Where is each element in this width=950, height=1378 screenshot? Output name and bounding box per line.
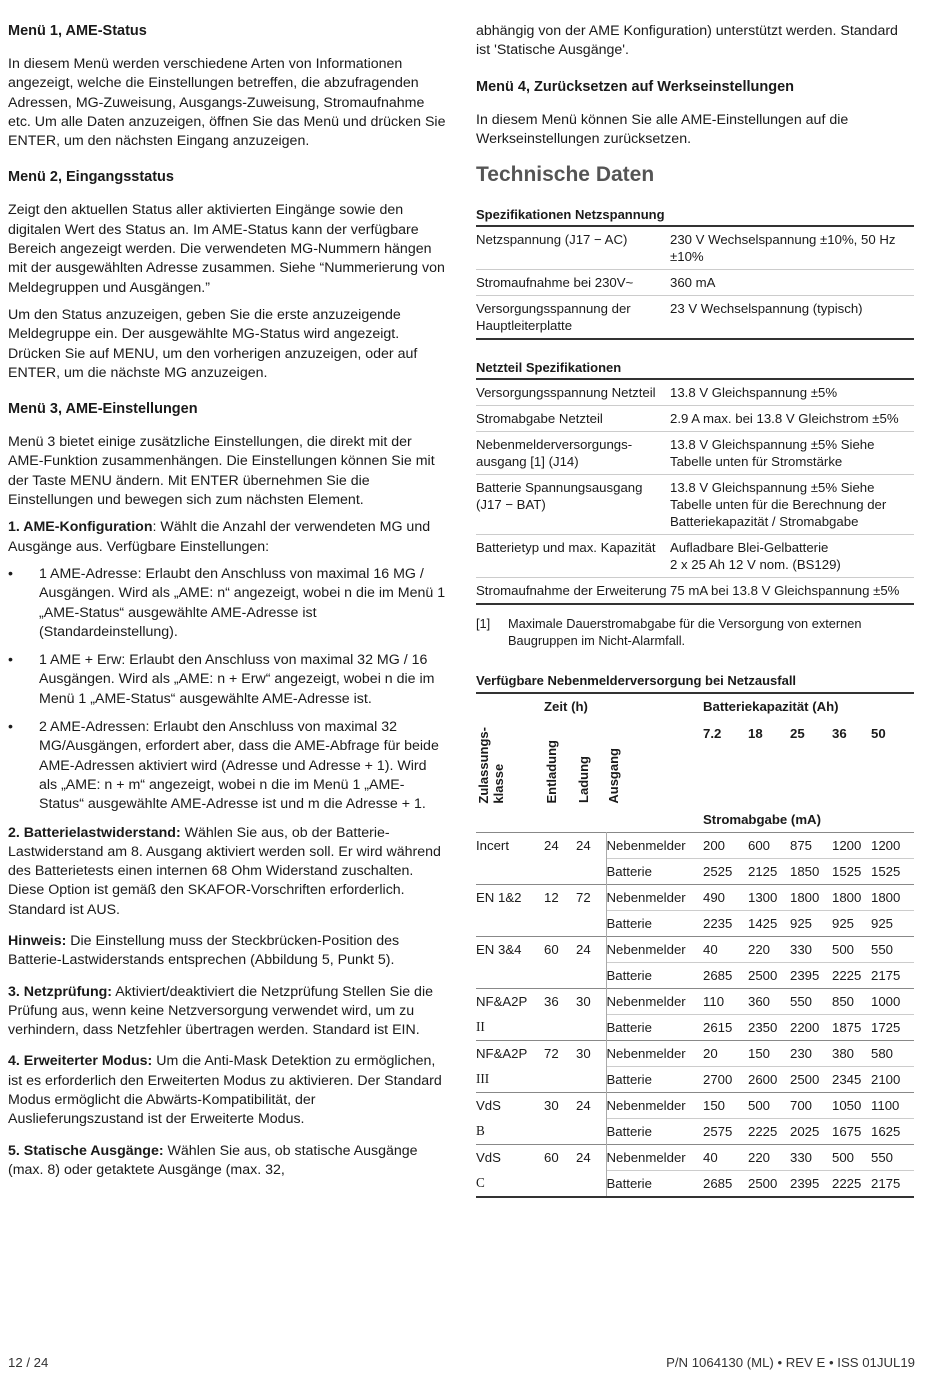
current-cell: 2500	[748, 1171, 790, 1198]
current-cell: 550	[871, 942, 894, 958]
current-cell: 490	[703, 890, 726, 906]
discharge-header: Entladung	[544, 739, 559, 804]
spec-psu-key: Batterie Spannungsausgang (J17 − BAT)	[476, 475, 670, 535]
class-cell: EN 3&4	[476, 942, 522, 958]
capacity-value: 18	[748, 726, 763, 742]
menu3-item4-label: 4. Erweiterter Modus:	[8, 1053, 153, 1070]
bullet-icon: •	[8, 565, 13, 582]
current-cell: 40	[703, 942, 718, 958]
current-cell: 2345	[832, 1067, 871, 1093]
class-header: Zulassungs- klasse	[476, 726, 506, 804]
menu2-para-2: Um den Status anzuzeigen, geben Sie die erste anzuzeigende Meldegruppe ein. Der ausgewählte MG-Status wird angezeigt. Drücken Sie auf MENU, um den vorherigen anzuzeigen, oder auf ENTER, um die nächste MG anzuzeigen.	[8, 306, 418, 381]
capacity-value: 25	[790, 726, 805, 742]
current-cell: 330	[790, 1150, 813, 1166]
table-row	[476, 1119, 914, 1145]
spec-psu-key: Versorgungsspannung Netzteil	[476, 379, 670, 406]
menu1-heading: Menü 1, AME-Status	[8, 23, 147, 39]
menu3-intro: Menü 3 bietet einige zusätzliche Einstellungen, die direkt mit der AME-Funktion zusammenhängen. Die Einstellungen können Sie mit der Taste MENU ändern. Mit ENTER übernehmen Sie die Einstellungen und bewegen sich zum nächsten Element.	[8, 434, 435, 509]
menu3-section	[8, 400, 448, 1180]
table-row	[476, 911, 914, 937]
class-cell: NF&A2P	[476, 994, 528, 1010]
charge-cell: 30	[576, 994, 591, 1010]
menu3-item5-continued: abhängig von der AME Konfiguration) unterstützt werden. Standard ist 'Statische Ausgänge'.	[476, 23, 898, 59]
current-cell: 2600	[748, 1067, 790, 1093]
current-cell: 2100	[871, 1067, 914, 1093]
menu3-item3-text: Aktiviert/deaktiviert die Netzprüfung Stellen Sie die Prüfung aus, wenn keine Netzversorgung verwendet wird, um zu verhindern, dass Netzfehler übertragen werden. Standard ist EIN.	[8, 983, 433, 1039]
capacity-header	[703, 693, 914, 719]
charge-cell: 24	[576, 1150, 591, 1166]
current-cell: 220	[748, 1150, 771, 1166]
menu4-heading: Menü 4, Zurücksetzen auf Werkseinstellungen	[476, 78, 795, 95]
menu1-section	[8, 22, 448, 151]
current-cell: 1800	[832, 890, 862, 906]
menu2-para-1: Zeigt den aktuellen Status aller aktivierten Eingänge sowie den digitalen Wert des Status an. Im AME-Status kann der verfügbare Bereich angezeigt werden. Die verwendeten MG-Nummern hängen mit der ausgewählten Adresse zusammen. Siehe “Nummerierung von Meldegruppen und Ausgängen.”	[8, 202, 445, 296]
current-cell: 550	[871, 1150, 894, 1166]
current-cell: 150	[748, 1046, 771, 1062]
current-cell: 1875	[832, 1015, 871, 1041]
discharge-cell: 60	[544, 942, 559, 958]
current-cell: 2235	[703, 911, 748, 937]
current-cell: 2395	[790, 1171, 832, 1198]
menu2-section	[8, 168, 448, 383]
current-cell: 2500	[790, 1067, 832, 1093]
current-cell: 2525	[703, 859, 748, 885]
current-cell: 1675	[832, 1119, 871, 1145]
current-cell: 925	[790, 911, 832, 937]
table-row	[476, 1067, 914, 1093]
table-row	[476, 859, 914, 885]
class-cell: Incert	[476, 838, 509, 854]
discharge-cell: 36	[544, 994, 559, 1010]
tech-data-heading: Technische Daten	[476, 163, 655, 187]
current-cell: 875	[790, 838, 813, 854]
table-row	[476, 578, 914, 605]
table-row	[476, 296, 914, 340]
menu3-item2-text: Wählen Sie aus, ob der Batterie-Lastwiderstand am 8. Ausgang aktiviert werden soll. Er wird während des Batterietests einen internen 68 Ohm Widerstand zuschalten. Diese Option ist gemäß den SKAFOR-Vorschriften erforderlich. Standard ist AUS.	[8, 824, 441, 918]
current-cell: 1800	[871, 890, 901, 906]
spec-psu-value: 13.8 V Gleichspannung ±5%	[670, 379, 914, 406]
current-cell: 110	[703, 994, 725, 1010]
charge-cell: 24	[576, 942, 591, 958]
current-cell: 2175	[871, 963, 914, 989]
menu3-item5-label: 5. Statische Ausgänge:	[8, 1142, 164, 1159]
output-cell: Nebenmelder	[606, 1093, 703, 1119]
class-cell	[476, 911, 544, 937]
output-cell: Nebenmelder	[606, 1041, 703, 1067]
output-cell: Batterie	[606, 911, 703, 937]
spec-psu-key: Stromabgabe Netzteil	[476, 406, 670, 432]
current-cell: 1725	[871, 1015, 914, 1041]
current-cell: 1525	[871, 859, 914, 885]
current-cell: 330	[790, 942, 813, 958]
table-row	[476, 226, 914, 270]
table-row	[476, 535, 914, 578]
output-header: Ausgang	[606, 747, 621, 804]
current-cell: 2395	[790, 963, 832, 989]
current-cell: 2200	[790, 1015, 832, 1041]
spec-net-title: Spezifikationen Netzspannung	[476, 207, 665, 223]
charge-cell: 30	[576, 1046, 591, 1062]
spec-psu-value: 13.8 V Gleichspannung ±5% Siehe Tabelle unten für Stromstärke	[670, 432, 914, 475]
discharge-cell: 12	[544, 890, 559, 906]
charge-cell: 72	[576, 890, 591, 906]
avail-table	[476, 692, 914, 1198]
current-cell: 925	[871, 911, 914, 937]
current-cell: 2700	[703, 1067, 748, 1093]
list-item	[8, 718, 448, 814]
list-item-text: 1 AME + Erw: Erlaubt den Anschluss von maximal 32 MG / 16 Ausgängen. Wird als „AME: n + Erw“ angezeigt, wobei n die im Menü 1 „AME-Status“ ausgewählte AME-Adresse ist.	[39, 652, 435, 707]
capacity-value: 36	[832, 726, 847, 742]
menu1-body: In diesem Menü werden verschiedene Arten von Informationen angezeigt, welche die Einstellungen betreffen, die abzufragenden Adressen, MG-Zuweisung, Ausgangs-Zuweisung, Stromaufnahme etc. Um alle Daten anzuzeigen, öffnen Sie das Menü und drücken Sie ENTER, um den nächsten Eingang anzuzeigen.	[8, 56, 446, 150]
output-cell: Nebenmelder	[606, 885, 703, 911]
current-cell: 580	[871, 1046, 894, 1062]
current-cell: 2350	[748, 1015, 790, 1041]
spec-psu-key: Nebenmelderversorgungs-ausgang [1] (J14)	[476, 432, 670, 475]
class-cell	[476, 859, 544, 885]
current-cell: 2615	[703, 1015, 748, 1041]
avail-title: Verfügbare Nebenmelderversorgung bei Netzausfall	[476, 673, 797, 689]
list-item	[8, 651, 448, 709]
current-cell: 925	[832, 911, 871, 937]
table-row	[476, 475, 914, 535]
right-column	[476, 22, 916, 1198]
current-cell: 1525	[832, 859, 871, 885]
current-cell: 1625	[871, 1119, 914, 1145]
footnote	[476, 615, 916, 649]
table-row	[476, 1171, 914, 1198]
document-id: P/N 1064130 (ML) • REV E • ISS 01JUL19	[666, 1355, 915, 1370]
output-cell: Nebenmelder	[606, 937, 703, 963]
current-cell: 600	[748, 838, 771, 854]
current-cell: 1000	[871, 994, 901, 1010]
current-cell: 2225	[832, 1171, 871, 1198]
menu3-item3-label: 3. Netzprüfung:	[8, 983, 113, 1000]
current-cell: 1300	[748, 890, 778, 906]
current-cell: 200	[703, 838, 726, 854]
current-cell: 220	[748, 942, 771, 958]
spec-psu-key: Batterietyp und max. Kapazität	[476, 535, 670, 578]
menu3-item4-text: Um die Anti-Mask Detektion zu ermöglichen, ist es erforderlich den Erweiterten Modus zu aktivieren. Der Standard Modus ermöglicht die Abwärts-Kompatibilität, der Auslieferungszustand ist der Erweiterte Modus.	[8, 1053, 442, 1128]
current-cell: 1850	[790, 859, 832, 885]
bullet-icon: •	[8, 719, 13, 736]
current-cell: 1050	[832, 1098, 862, 1114]
spec-psu-value: 13.8 V Gleichspannung ±5% Siehe Tabelle unten für die Berechnung der Batteriekapazität / Stromabgabe	[670, 475, 914, 535]
current-cell: 2125	[748, 859, 790, 885]
spec-psu-value: 75 mA bei 13.8 V Gleichspannung ±5%	[670, 583, 900, 599]
current-cell: 1200	[871, 838, 901, 854]
current-cell: 2685	[703, 1171, 748, 1198]
menu3-hint-label: Hinweis:	[8, 932, 67, 949]
menu3-item5	[8, 1142, 448, 1181]
list-item-text: 1 AME-Adresse: Erlaubt den Anschluss von maximal 16 MG / Ausgängen. Wird als „AME: n“ angezeigt, wobei n die im Menü 1 „AME-Status“ ausgewählte AME-Adresse ist (Standardeinstellung).	[39, 565, 446, 640]
spec-net-value: 23 V Wechselspannung (typisch)	[670, 301, 863, 317]
spec-psu-key: Stromaufnahme der Erweiterung	[476, 583, 667, 599]
output-cell: Batterie	[606, 1067, 703, 1093]
current-cell: 2025	[790, 1119, 832, 1145]
list-item-text: 2 AME-Adressen: Erlaubt den Anschluss von maximal 32 MG/Ausgängen, erfordert aber, dass die AME-Abfrage für beide AME-Adressen aktiviert wird (Adresse und Adresse + 1). Wird als „AME: n + m“ angezeigt, wobei n die im Menü 1 „AME-Status“ ausgewählte AME-Adresse ist und m die Adresse + 1.	[39, 719, 439, 813]
table-row	[476, 989, 914, 1015]
capacity-value: 50	[871, 726, 886, 742]
page-number: 12 / 24	[8, 1355, 49, 1370]
menu3-item1-label: 1. AME-Konfiguration	[8, 519, 153, 536]
class-cell: II	[476, 1019, 485, 1035]
table-row	[476, 379, 914, 406]
spec-net-key: Stromaufnahme bei 230V~	[476, 270, 670, 296]
current-cell: 1100	[871, 1098, 900, 1114]
discharge-cell: 72	[544, 1046, 559, 1062]
current-cell: 40	[703, 1150, 718, 1166]
bullet-icon: •	[8, 652, 13, 669]
table-row	[476, 885, 914, 911]
time-header: Zeit (h)	[544, 699, 588, 715]
class-cell: B	[476, 1123, 485, 1139]
capacity-header-text: Batteriekapazität (Ah)	[703, 699, 839, 715]
table-row	[476, 432, 914, 475]
capacity-value: 7.2	[703, 726, 722, 742]
class-cell: NF&A2P	[476, 1046, 528, 1062]
table-row	[476, 1041, 914, 1067]
menu3-hint-text: Die Einstellung muss der Steckbrücken-Position des Batterie-Lastwiderstands entsprechen (Abbildung 5, Punkt 5).	[8, 932, 400, 969]
current-cell: 2175	[871, 1171, 914, 1198]
current-cell: 2575	[703, 1119, 748, 1145]
menu3-item1	[8, 518, 448, 557]
current-cell: 2225	[748, 1119, 790, 1145]
menu3-item5-text: Wählen Sie aus, ob statische Ausgänge (max. 8) oder getaktete Ausgänge (max. 32,	[8, 1142, 418, 1178]
class-cell: VdS	[476, 1150, 501, 1166]
class-cell: III	[476, 1071, 490, 1087]
charge-cell: 24	[576, 1098, 591, 1114]
list-item	[8, 565, 448, 642]
current-cell: 500	[748, 1098, 771, 1114]
table-row	[476, 963, 914, 989]
spec-net-key: Netzspannung (J17 − AC)	[476, 226, 670, 270]
current-cell: 700	[790, 1098, 813, 1114]
discharge-cell: 24	[544, 838, 559, 854]
menu3-item2	[8, 824, 448, 920]
table-row	[476, 833, 914, 859]
table-row	[476, 270, 914, 296]
current-cell: 150	[703, 1098, 726, 1114]
charge-cell: 24	[576, 838, 591, 854]
charge-header: Ladung	[576, 756, 591, 804]
spec-psu-value: Aufladbare Blei-Gelbatterie 2 x 25 Ah 12 V nom. (BS129)	[670, 535, 914, 578]
table-row	[476, 1015, 914, 1041]
spec-net-value: 360 mA	[670, 270, 914, 296]
menu4-section	[476, 78, 916, 150]
spec-psu-table	[476, 378, 914, 605]
table-row	[476, 1093, 914, 1119]
current-cell: 1800	[790, 890, 820, 906]
current-cell: 380	[832, 1046, 855, 1062]
menu2-heading: Menü 2, Eingangsstatus	[8, 169, 174, 186]
spec-net-table	[476, 225, 914, 340]
current-cell: 360	[748, 994, 771, 1010]
output-cell: Batterie	[606, 963, 703, 989]
current-cell: 500	[832, 1150, 855, 1166]
discharge-cell: 30	[544, 1098, 559, 1114]
output-cell: Batterie	[606, 859, 703, 885]
discharge-cell: 60	[544, 1150, 559, 1166]
class-cell: EN 1&2	[476, 890, 522, 906]
current-cell: 1200	[832, 838, 862, 854]
menu3-item3	[8, 983, 448, 1041]
menu3-heading: Menü 3, AME-Einstellungen	[8, 401, 198, 418]
output-cell: Nebenmelder	[606, 989, 703, 1015]
spec-psu-value: 2.9 A max. bei 13.8 V Gleichstrom ±5%	[670, 406, 914, 432]
current-cell: 1425	[748, 911, 790, 937]
current-header: Stromabgabe (mA)	[703, 812, 821, 828]
output-cell: Batterie	[606, 1119, 703, 1145]
menu3-item4	[8, 1052, 448, 1129]
current-cell: 230	[790, 1046, 813, 1062]
current-cell: 850	[832, 994, 855, 1010]
current-cell: 20	[703, 1046, 718, 1062]
spec-net-value: 230 V Wechselspannung ±10%, 50 Hz ±10%	[670, 226, 914, 270]
table-row	[476, 937, 914, 963]
menu3-item1-text: : Wählt die Anzahl der verwendeten MG und Ausgänge aus. Verfügbare Einstellungen:	[8, 519, 431, 555]
table-row	[476, 1145, 914, 1171]
current-cell: 550	[790, 994, 813, 1010]
current-cell: 500	[832, 942, 855, 958]
menu3-hint	[8, 932, 448, 971]
current-cell: 2500	[748, 963, 790, 989]
footnote-mark: [1]	[476, 616, 491, 632]
class-cell: C	[476, 1175, 485, 1191]
output-cell: Nebenmelder	[606, 833, 703, 859]
spec-psu-title: Netzteil Spezifikationen	[476, 360, 622, 376]
class-cell	[476, 963, 544, 989]
output-cell: Nebenmelder	[606, 1145, 703, 1171]
left-column	[8, 22, 448, 1188]
output-cell: Batterie	[606, 1171, 703, 1198]
output-cell: Batterie	[606, 1015, 703, 1041]
menu4-body: In diesem Menü können Sie alle AME-Einstellungen auf die Werkseinstellungen zurücksetzen.	[476, 111, 849, 147]
menu3-item2-label: 2. Batterielastwiderstand:	[8, 824, 181, 841]
current-cell: 2225	[832, 963, 871, 989]
table-row	[476, 406, 914, 432]
spec-net-key: Versorgungsspannung der Hauptleiterplatte	[476, 301, 631, 334]
class-cell: VdS	[476, 1098, 501, 1114]
footnote-text: Maximale Dauerstromabgabe für die Versorgung von externen Baugruppen im Nicht-Alarmfall.	[508, 616, 862, 649]
current-cell: 2685	[703, 963, 748, 989]
config-options-list	[8, 565, 448, 815]
